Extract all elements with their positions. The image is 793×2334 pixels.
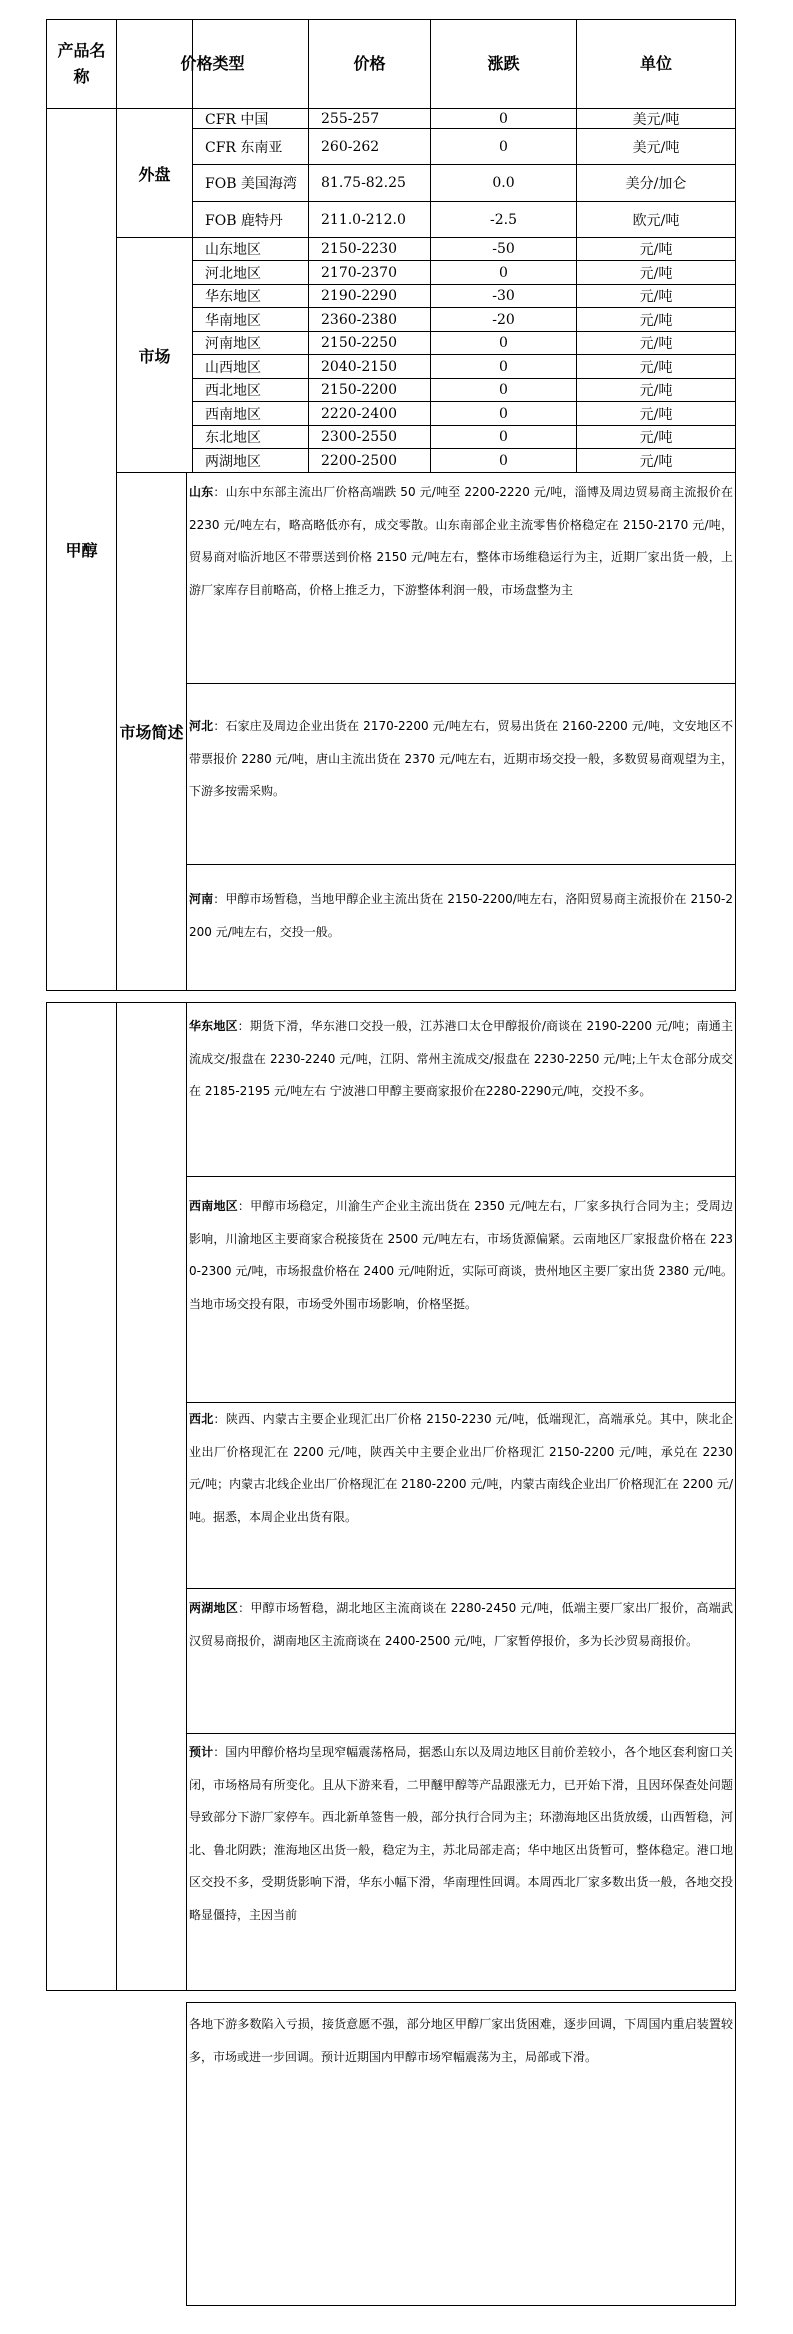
brief-label: 河北 xyxy=(189,719,214,733)
price-cell: 2150-2250 xyxy=(321,335,397,351)
price-cell: 2200-2500 xyxy=(321,452,397,469)
change-cell: 0 xyxy=(499,405,508,422)
group-market: 市场 xyxy=(138,346,171,366)
price-cell: 2170-2370 xyxy=(321,264,397,281)
change-cell: 0 xyxy=(499,110,508,127)
price-cell: 2300-2550 xyxy=(321,429,397,445)
brief-northwest xyxy=(189,1403,733,1533)
brief-label: 两湖地区 xyxy=(189,1601,239,1615)
brief-text: ：甲醇市场暂稳，当地甲醇企业主流出货在 2150-2200/吨左右，洛阳贸易商主流报价在 2150-2200 元/吨左右，交投一般。 xyxy=(189,892,733,939)
brief-shandong xyxy=(189,476,733,606)
unit-cell: 元/吨 xyxy=(639,383,673,399)
brief-label: 西南地区 xyxy=(189,1199,238,1213)
brief-text: ：期货下滑，华东港口交投一般，江苏港口太仓甲醇报价/商谈在 2190-2200 元/吨；南通主流成交/报盘在 2230-2240 元/吨，江阴、常州主流成交/报盘在 2230-2250 元/吨;上午太仓部分成交在 2185-2195 元/吨左右 宁波港口甲醇主要商家报价在2280-2290元/吨，交投不多。 xyxy=(189,1019,733,1098)
header-unit: 单位 xyxy=(639,54,672,73)
price-type-cell: 西北地区 xyxy=(205,383,261,399)
unit-cell: 美分/加仑 xyxy=(625,176,687,192)
change-cell: -2.5 xyxy=(490,211,517,228)
brief-text: ：国内甲醇价格均呈现窄幅震荡格局，据悉山东以及周边地区目前价差较小，各个地区套利窗口关闭，市场格局有所变化。且从下游来看，二甲醚甲醇等产品跟涨无力，已开始下滑，且因环保查处问题导致部分下游厂家停车。西北新单签售一般，部分执行合同为主；环渤海地区出货放缓，山西暂稳，河北、鲁北阴跌；淮海地区出货一般，稳定为主，苏北局部走高；华中地区出货暂可，整体稳定。港口地区交投不多，受期货影响下滑，华东小幅下滑，华南理性回调。本周西北厂家多数出货一般，各地交投略显僵持，主因当前 xyxy=(189,1745,733,1922)
brief-text: ：甲醇市场稳定，川渝生产企业主流出货在 2350 元/吨左右，厂家多执行合同为主；受周边影响，川渝地区主要商家合税接货在 2500 元/吨左右，市场货源偏紧。云南地区厂家报盘价格在 2230-2300 元/吨，市场报盘价格在 2400 元/吨附近，实际可商谈，贵州地区主要厂家出货 2380 元/吨。当地市场交投有限，市场受外围市场影响，价格坚挺。 xyxy=(189,1199,733,1311)
brief-hubei-hunan xyxy=(189,1592,733,1657)
price-type-cell: 东北地区 xyxy=(205,430,261,446)
group-external: 外盘 xyxy=(138,164,171,184)
unit-cell: 元/吨 xyxy=(639,406,673,423)
price-cell: 2190-2290 xyxy=(321,288,397,304)
change-cell: 0 xyxy=(499,382,508,398)
price-cell: 255-257 xyxy=(321,110,380,127)
header-price: 价格 xyxy=(353,54,386,73)
brief-east-china xyxy=(189,1010,733,1108)
price-type-cell: FOB 鹿特丹 xyxy=(205,212,283,229)
brief-hebei xyxy=(189,710,733,808)
brief-text: ：石家庄及周边企业出货在 2170-2200 元/吨左右，贸易出货在 2160-2200 元/吨，文安地区不带票报价 2280 元/吨，唐山主流出货在 2370 元/吨左右，近期市场交投一般，多数贸易商观望为主，下游多按需采购。 xyxy=(189,719,733,798)
unit-cell: 元/吨 xyxy=(639,336,673,352)
price-type-cell: 河南地区 xyxy=(205,336,261,352)
brief-text: ：山东中东部主流出厂价格高端跌 50 元/吨至 2200-2220 元/吨，淄博及周边贸易商主流报价在 2230 元/吨左右，略高略低亦有，成交零散。山东南部企业主流零售价格稳定在 2150-2170 元/吨，贸易商对临沂地区不带票送到价格 2150 元/吨左右，整体市场维稳运行为主，近期厂家出货一般，上游厂家库存目前略高，价格上推乏力，下游整体利润一般，市场盘整为主 xyxy=(189,485,733,597)
change-cell: 0 xyxy=(499,429,508,445)
price-type-cell: CFR 中国 xyxy=(205,111,269,128)
brief-henan xyxy=(189,883,733,948)
change-cell: 0 xyxy=(499,335,508,351)
price-cell: 211.0-212.0 xyxy=(321,211,406,228)
brief-label: 河南 xyxy=(189,892,214,906)
price-cell: 260-262 xyxy=(321,138,380,155)
price-type-cell: 华东地区 xyxy=(205,289,261,305)
price-type-cell: 山西地区 xyxy=(205,359,261,376)
price-type-cell: 两湖地区 xyxy=(205,453,261,470)
brief-label: 山东 xyxy=(189,485,214,499)
price-type-cell: 山东地区 xyxy=(205,242,261,258)
change-cell: -50 xyxy=(492,241,515,257)
product-name: 甲醇 xyxy=(65,541,98,560)
header-product-name: 产品名称 xyxy=(57,41,106,86)
price-type-cell: FOB 美国海湾 xyxy=(205,176,297,192)
unit-cell: 美元/吨 xyxy=(632,139,680,156)
price-cell: 81.75-82.25 xyxy=(321,175,406,191)
unit-cell: 元/吨 xyxy=(639,265,673,282)
unit-cell: 元/吨 xyxy=(639,359,673,376)
group-brief: 市场简述 xyxy=(119,723,184,742)
change-cell: 0.0 xyxy=(492,175,515,191)
brief-text: 各地下游多数陷入亏损，接货意愿不强，部分地区甲醇厂家出货困难，逐步回调，下周国内重启装置较多，市场或进一步回调。预计近期国内甲醇市场窄幅震荡为主，局部或下滑。 xyxy=(189,2017,733,2064)
price-type-cell: 河北地区 xyxy=(205,265,261,282)
unit-cell: 美元/吨 xyxy=(632,111,680,128)
price-cell: 2360-2380 xyxy=(321,311,397,328)
header-price-type: 价格类型 xyxy=(180,54,245,73)
price-cell: 2150-2200 xyxy=(321,382,397,398)
brief-label: 西北 xyxy=(189,1412,214,1426)
brief-label: 预计 xyxy=(189,1745,214,1759)
brief-text: ：甲醇市场暂稳，湖北地区主流商谈在 2280-2450 元/吨，低端主要厂家出厂报价，高端武汉贸易商报价，湖南地区主流商谈在 2400-2500 元/吨，厂家暂停报价，多为长沙贸易商报价。 xyxy=(189,1601,733,1648)
change-cell: -30 xyxy=(492,288,515,304)
unit-cell: 元/吨 xyxy=(639,453,673,470)
unit-cell: 元/吨 xyxy=(639,312,673,329)
brief-southwest xyxy=(189,1190,733,1320)
change-cell: 0 xyxy=(499,452,508,469)
brief-label: 华东地区 xyxy=(189,1019,238,1033)
header-change: 涨跌 xyxy=(487,54,520,73)
brief-text: ：陕西、内蒙古主要企业现汇出厂价格 2150-2230 元/吨，低端现汇，高端承兑。其中，陕北企业出厂价格现汇在 2200 元/吨，陕西关中主要企业出厂价格现汇 2150-2200 元/吨，承兑在 2230 元/吨；内蒙古北线企业出厂价格现汇在 2180-2200 元/吨，内蒙古南线企业出厂价格现汇在 2200 元/吨。据悉，本周企业出货有限。 xyxy=(189,1412,733,1524)
brief-forecast xyxy=(189,1736,733,1931)
price-cell: 2040-2150 xyxy=(321,358,397,375)
price-cell: 2220-2400 xyxy=(321,405,397,422)
price-cell: 2150-2230 xyxy=(321,241,397,257)
change-cell: 0 xyxy=(499,138,508,155)
brief-forecast-continued xyxy=(189,2008,733,2073)
unit-cell: 元/吨 xyxy=(639,289,673,305)
change-cell: 0 xyxy=(499,358,508,375)
unit-cell: 欧元/吨 xyxy=(632,212,680,229)
price-type-cell: 华南地区 xyxy=(205,312,261,329)
price-type-cell: CFR 东南亚 xyxy=(205,139,283,156)
change-cell: 0 xyxy=(499,264,508,281)
unit-cell: 元/吨 xyxy=(639,430,673,446)
change-cell: -20 xyxy=(492,311,515,328)
unit-cell: 元/吨 xyxy=(639,242,673,258)
price-type-cell: 西南地区 xyxy=(205,406,261,423)
